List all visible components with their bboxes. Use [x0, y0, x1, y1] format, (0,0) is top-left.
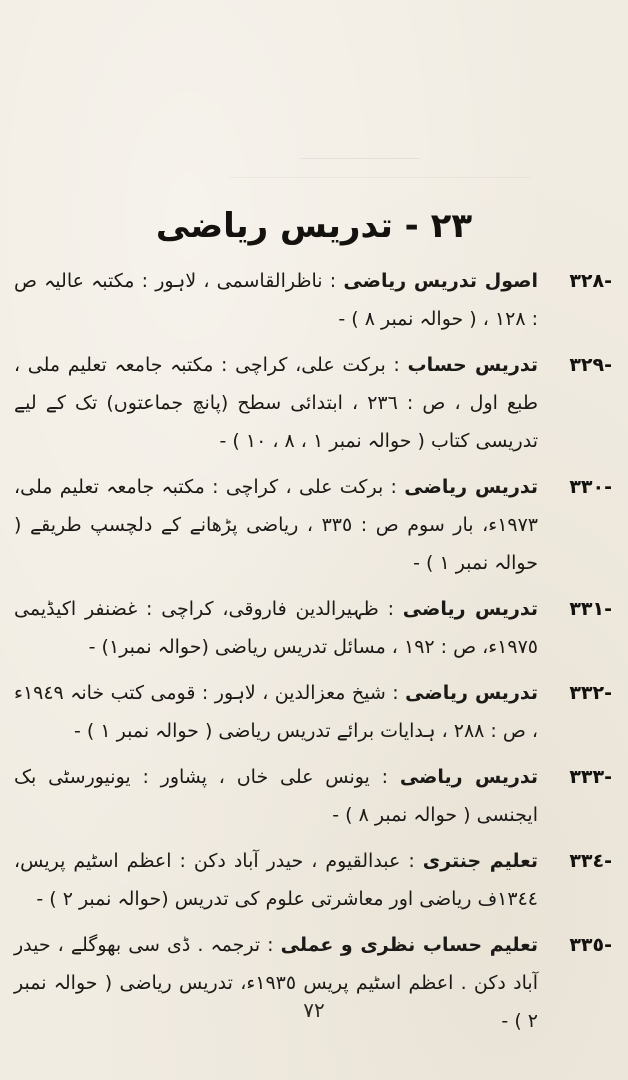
bibliography-entry — [14, 262, 614, 338]
entry-text: : ترجمہ . ڈی سی بھوگلے ، حیدر آباد دکن . اعظم اسٹیم پریس ١٩٣٥ء، تدریس ریاضی ( حوالہ نمبر ٢ ) - — [14, 934, 538, 1032]
entry-body — [14, 262, 538, 338]
entry-number: -٣٣١ — [569, 598, 612, 620]
entry-text: : شیخ معزالدین ، لاہور : قومی کتب خانہ ١٩٤٩ء ، ص : ٢٨٨ ، ہدایات برائے تدریس ریاضی ( حوالہ نمبر ١ ) - — [14, 682, 538, 742]
entry-body — [14, 590, 538, 666]
entry-title: تدریس ریاضی — [399, 766, 538, 788]
bibliography-list — [14, 262, 614, 1048]
entry-title: تدریس ریاضی — [402, 598, 538, 620]
section-heading: ٢٣ - تدریس ریاضی — [155, 206, 473, 246]
entry-number: -٣٢٩ — [569, 354, 612, 376]
entry-body — [14, 842, 538, 918]
entry-number: -٣٣٤ — [569, 850, 612, 872]
entry-body — [14, 926, 538, 1040]
bibliography-entry — [14, 758, 614, 834]
entry-text: : یونس علی خاں ، پشاور : یونیورسٹی بک ایجنسی ( حوالہ نمبر ٨ ) - — [14, 766, 538, 826]
entry-body — [14, 468, 538, 582]
entry-title: تعلیم جنتری — [422, 850, 538, 872]
entry-number: -٣٢٨ — [569, 270, 612, 292]
entry-body — [14, 758, 538, 834]
entry-title: تدریس ریاضی — [405, 682, 538, 704]
entry-body — [14, 674, 538, 750]
bleed-through-texture — [200, 140, 560, 200]
entry-body — [14, 346, 538, 460]
entry-title: تدریس ریاضی — [404, 476, 538, 498]
bibliography-entry — [14, 842, 614, 918]
bibliography-entry — [14, 926, 614, 1040]
entry-text: : عبدالقیوم ، حیدر آباد دکن : اعظم اسٹیم پریس، ١٣٤٤ف ریاضی اور معاشرتی علوم کی تدریس (حوالہ نمبر ٢ ) - — [14, 850, 538, 910]
entry-text: : برکت علی، کراچی : مکتبہ جامعہ تعلیم ملی ، طبع اول ، ص : ٢٣٦ ، ابتدائی سطح (پانچ جماعتوں) تک کے لیے تدریسی کتاب ( حوالہ نمبر ١ ، ٨ ، ١٠ ) - — [14, 354, 538, 452]
entry-title: تدریس حساب — [407, 354, 538, 376]
bibliography-entry — [14, 674, 614, 750]
bibliography-entry — [14, 468, 614, 582]
entry-title: تعلیم حساب نظری و عملی — [280, 934, 538, 956]
entry-title: اصول تدریس ریاضی — [343, 270, 538, 292]
entry-text: : برکت علی ، کراچی : مکتبہ جامعہ تعلیم ملی، ١٩٧٣ء، بار سوم ص : ٣٣٥ ، ریاضی پڑھانے کے دلچسپ طریقے ( حوالہ نمبر ١ ) - — [14, 476, 539, 574]
bibliography-entry — [14, 346, 614, 460]
entry-number: -٣٣٣ — [569, 766, 612, 788]
entry-text: : ناظرالقاسمی ، لاہور : مکتبہ عالیہ ص : ١٢٨ ، ( حوالہ نمبر ٨ ) - — [14, 270, 538, 330]
entry-number: -٣٣٠ — [569, 476, 612, 498]
page-number: ٧٢ — [303, 998, 325, 1022]
entry-number: -٣٣٢ — [569, 682, 612, 704]
entry-text: : ظہیرالدین فاروقی، کراچی : غضنفر اکیڈیمی ١٩٧٥ء، ص : ١٩٢ ، مسائل تدریس ریاضی (حوالہ نمبر١) - — [14, 598, 538, 658]
entry-number: -٣٣٥ — [569, 934, 612, 956]
bibliography-entry — [14, 590, 614, 666]
